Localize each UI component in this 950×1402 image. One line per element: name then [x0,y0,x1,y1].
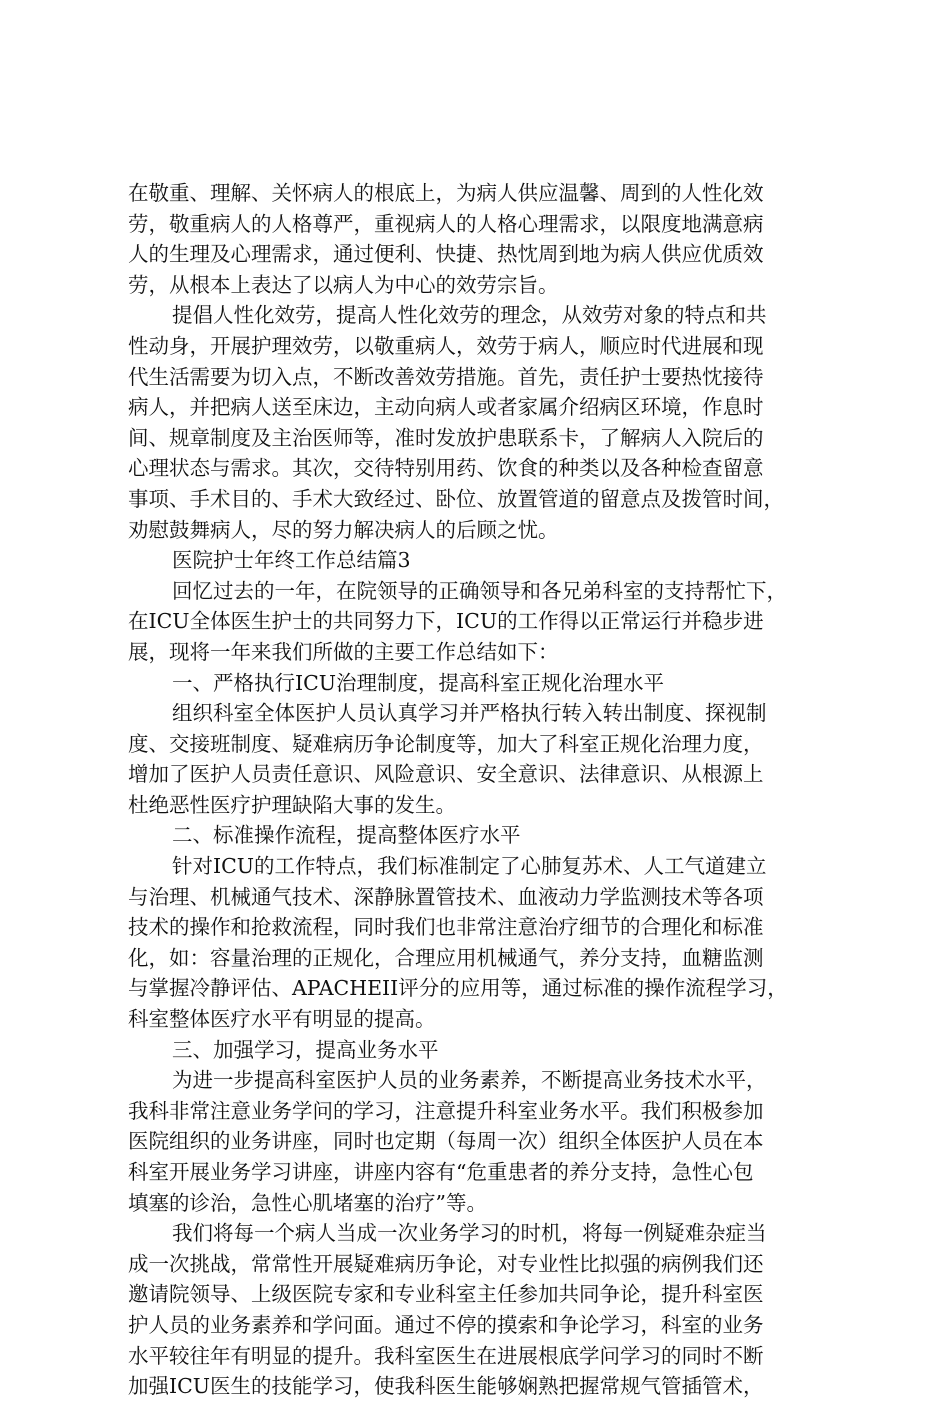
paragraph-line: 杜绝恶性医疗护理缺陷大事的发生。 [128,792,456,817]
paragraph-first-line: 二、标准操作流程，提高整体医疗水平 [172,823,521,848]
paragraph-line: 护人员的业务素养和学问面。通过不停的摸索和争论学习，科室的业务 [128,1312,764,1337]
paragraph-line: 病人，并把病人送至床边，主动向病人或者家属介绍病区环境，作息时 [128,395,764,420]
paragraph-first-line: 医院护士年终工作总结篇3 [172,548,411,573]
paragraph-line: 技术的操作和抢救流程，同时我们也非常注意治疗细节的合理化和标准 [128,915,764,940]
paragraph-first-line: 组织科室全体医护人员认真学习并严格执行转入转出制度、探视制 [172,701,767,726]
paragraph-first-line: 提倡人性化效劳，提高人性化效劳的理念，从效劳对象的特点和共 [172,303,767,328]
paragraph-line: 化，如：容量治理的正规化，合理应用机械通气，养分支持，血糖监测 [128,945,764,970]
paragraph-first-line: 回忆过去的一年，在院领导的正确领导和各兄弟科室的支持帮忙下， [172,578,787,603]
paragraph-line: 水平较往年有明显的提升。我科室医生在进展根底学问学习的同时不断 [128,1343,764,1368]
paragraph-line: 劳，从根本上表达了以病人为中心的效劳宗旨。 [128,272,559,297]
paragraph-line: 邀请院领导、上级医院专家和专业科室主任参加共同争论，提升科室医 [128,1282,764,1307]
paragraph-line: 成一次挑战，常常性开展疑难病历争论，对专业性比拟强的病例我们还 [128,1251,764,1276]
paragraph-first-line: 为进一步提高科室医护人员的业务素养，不断提高业务技术水平， [172,1068,767,1093]
paragraph-line: 人的生理及心理需求，通过便利、快捷、热忱周到地为病人供应优质效 [128,242,764,267]
document-body [128,178,828,1402]
paragraph-first-line: 我们将每一个病人当成一次业务学习的时机，将每一例疑难杂症当 [172,1221,767,1246]
paragraph-line: 在ICU全体医生护士的共同努力下，ICU的工作得以正常运行并稳步进 [128,609,764,634]
paragraph-first-line: 一、严格执行ICU治理制度，提高科室正规化治理水平 [172,670,665,695]
paragraph-line: 劝慰鼓舞病人，尽的努力解决病人的后顾之忧。 [128,517,559,542]
paragraph-line: 科室开展业务学习讲座，讲座内容有“危重患者的养分支持，急性心包 [128,1160,754,1184]
paragraph-first-line: 三、加强学习，提高业务水平 [172,1037,439,1062]
paragraph-line: 与掌握冷静评估、APACHEII评分的应用等，通过标准的操作流程学习， [128,976,788,1001]
paragraph-line: 事项、手术目的、手术大致经过、卧位、放置管道的留意点及拨管时间， [128,486,784,511]
paragraph-first-line: 针对ICU的工作特点，我们标准制定了心肺复苏术、人工气道建立 [172,854,767,879]
paragraph-line: 劳，敬重病人的人格尊严，重视病人的人格心理需求，以限度地满意病 [128,211,764,236]
paragraph-line: 科室整体医疗水平有明显的提高。 [128,1007,436,1032]
paragraph-line: 代生活需要为切入点，不断改善效劳措施。首先，责任护士要热忱接待 [128,364,764,389]
paragraph-line: 填塞的诊治，急性心肌堵塞的治疗”等。 [128,1190,487,1215]
paragraph-line: 医院组织的业务讲座，同时也定期（每周一次）组织全体医护人员在本 [128,1129,764,1154]
paragraph-line: 度、交接班制度、疑难病历争论制度等，加大了科室正规化治理力度， [128,731,764,756]
paragraph-line: 我科非常注意业务学问的学习，注意提升科室业务水平。我们积极参加 [128,1098,764,1123]
paragraph-line: 增加了医护人员责任意识、风险意识、安全意识、法律意识、从根源上 [128,762,764,787]
paragraph-line: 在敬重、理解、关怀病人的根底上，为病人供应温馨、周到的人性化效 [128,181,764,205]
paragraph-line: 与治理、机械通气技术、深静脉置管技术、血液动力学监测技术等各项 [128,884,764,909]
paragraph-line: 展，现将一年来我们所做的主要工作总结如下： [128,639,559,664]
paragraph-line: 性动身，开展护理效劳，以敬重病人，效劳于病人，顺应时代进展和现 [128,333,764,358]
paragraph-line: 心理状态与需求。其次，交待特别用药、饮食的种类以及各种检查留意 [128,456,764,481]
paragraph-line: 间、规章制度及主治医师等，准时发放护患联系卡，了解病人入院后的 [128,425,764,450]
paragraph-line: 加强ICU医生的技能学习，使我科医生能够娴熟把握常规气管插管术， [128,1374,764,1399]
